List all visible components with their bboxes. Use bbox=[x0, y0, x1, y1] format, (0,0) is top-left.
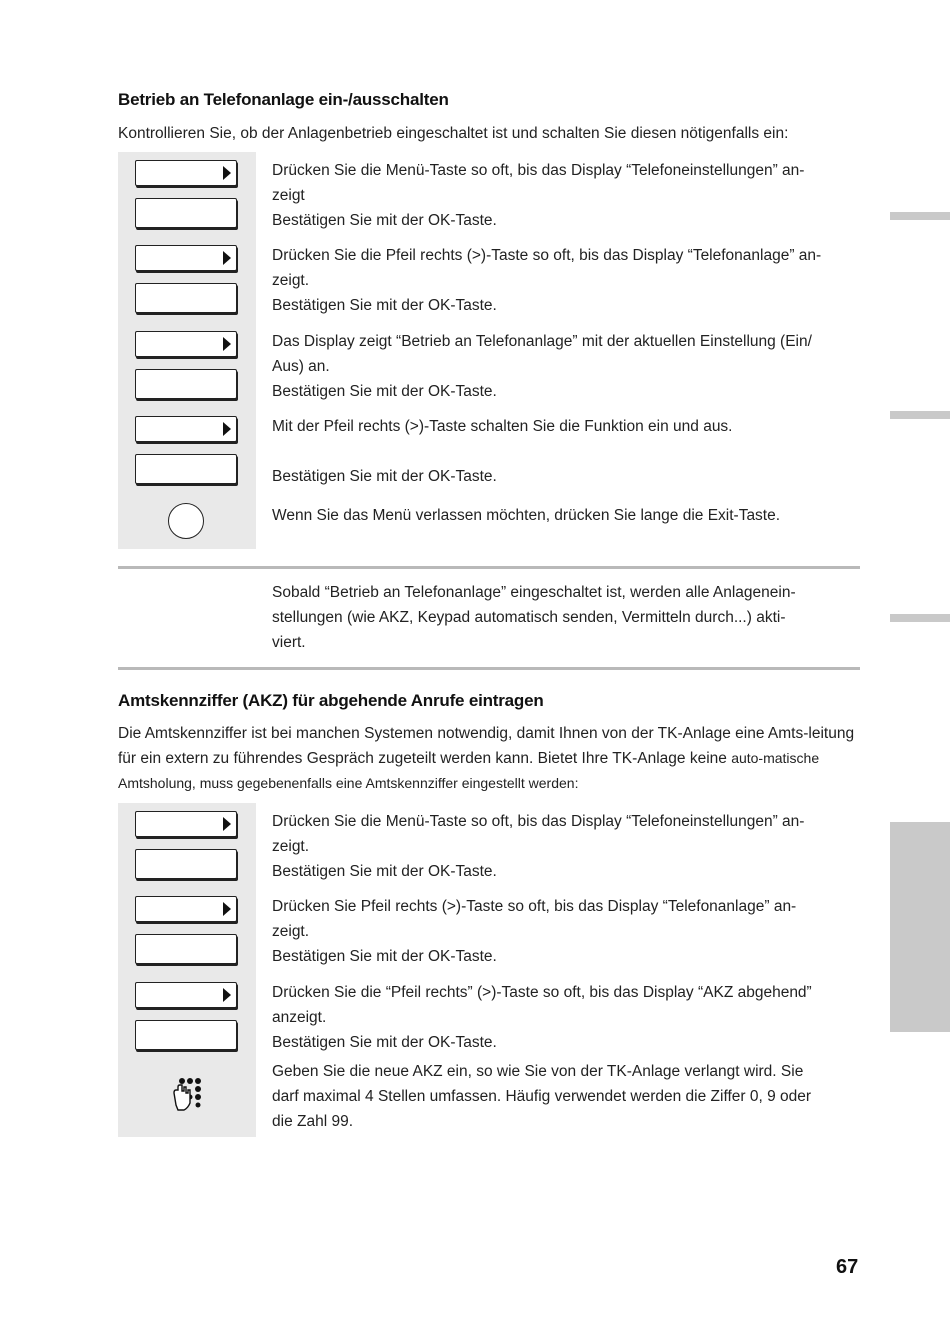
ok-key-icon bbox=[135, 849, 237, 879]
page-number: 67 bbox=[836, 1256, 859, 1278]
exit-key-icon bbox=[168, 503, 204, 539]
step-row bbox=[118, 323, 863, 408]
step-text: Wenn Sie das Menü verlassen möchten, drücken Sie lange die Exit-Taste. bbox=[272, 507, 781, 524]
ok-key-icon bbox=[135, 369, 237, 399]
keypad-icon bbox=[170, 1077, 204, 1111]
divider bbox=[118, 667, 860, 670]
step-row bbox=[118, 888, 863, 974]
ok-key-icon bbox=[135, 934, 237, 964]
section2-steps bbox=[118, 803, 863, 1137]
arrow-right-key-icon bbox=[135, 245, 237, 271]
chapter-tab-active bbox=[890, 822, 950, 1032]
info-note: Sobald “Betrieb an Telefonanlage” eingeschaltet ist, werden alle Anlagenein- stellungen (wie AKZ, Keypad automatisch senden, Vermitteln durch...) akti- viert. bbox=[272, 584, 796, 651]
section1-heading: Betrieb an Telefonanlage ein-/ausschalten bbox=[118, 90, 449, 109]
step-text: Drücken Sie die “Pfeil rechts” (>)-Taste so oft, bis das Display “AKZ abgehend” anzeigt. Bestätigen Sie mit der OK-Taste. bbox=[272, 984, 812, 1051]
step-text: Drücken Sie die Menü-Taste so oft, bis das Display “Telefoneinstellungen” an- zeigt. Bestätigen Sie mit der OK-Taste. bbox=[272, 813, 805, 880]
step-text: Drücken Sie die Menü-Taste so oft, bis das Display “Telefoneinstellungen” an- zeigt Bestätigen Sie mit der OK-Taste. bbox=[272, 162, 805, 229]
section2-heading: Amtskennziffer (AKZ) für abgehende Anrufe eintragen bbox=[118, 691, 544, 710]
ok-key-icon bbox=[135, 454, 237, 484]
step-row bbox=[118, 152, 863, 237]
step-row bbox=[118, 974, 863, 1059]
ok-key-icon bbox=[135, 198, 237, 228]
chapter-tab bbox=[890, 614, 950, 622]
step-text: Drücken Sie die Pfeil rechts (>)-Taste so oft, bis das Display “Telefonanlage” an- zeigt. Bestätigen Sie mit der OK-Taste. bbox=[272, 247, 822, 314]
ok-key-icon bbox=[135, 1020, 237, 1050]
section1-intro: Kontrollieren Sie, ob der Anlagenbetrieb eingeschaltet ist und schalten Sie diesen nötigenfalls ein: bbox=[118, 125, 789, 142]
divider bbox=[118, 566, 860, 569]
section1-steps bbox=[118, 152, 863, 549]
menu-arrow-key-icon bbox=[135, 160, 237, 186]
step-text: Das Display zeigt “Betrieb an Telefonanlage” mit der aktuellen Einstellung (Ein/ Aus) an. Bestätigen Sie mit der OK-Taste. bbox=[272, 333, 812, 400]
step-text: Mit der Pfeil rechts (>)-Taste schalten Sie die Funktion ein und aus. Bestätigen Sie mit der OK-Taste. bbox=[272, 418, 733, 485]
step-row bbox=[118, 408, 863, 493]
step-row bbox=[118, 803, 863, 888]
chapter-tab bbox=[890, 212, 950, 220]
step-row bbox=[118, 1059, 863, 1137]
ok-key-icon bbox=[135, 283, 237, 313]
step-row bbox=[118, 493, 863, 549]
step-text: Drücken Sie Pfeil rechts (>)-Taste so oft, bis das Display “Telefonanlage” an- zeigt. Bestätigen Sie mit der OK-Taste. bbox=[272, 898, 797, 965]
section2-intro bbox=[118, 721, 863, 796]
step-text: Geben Sie die neue AKZ ein, so wie Sie von der TK-Anlage verlangt wird. Sie darf maximal 4 Stellen umfassen. Häufig verwendet werden die Ziffer 0, 9 oder die Zahl 99. bbox=[272, 1063, 812, 1130]
arrow-right-key-icon bbox=[135, 896, 237, 922]
arrow-right-key-icon bbox=[135, 331, 237, 357]
step-row bbox=[118, 237, 863, 323]
arrow-right-key-icon bbox=[135, 416, 237, 442]
section2-intro-small: auto-matische Amtsholung, muss gegebenenfalls eine Amtskennziffer eingestellt werden: bbox=[118, 750, 820, 791]
menu-arrow-key-icon bbox=[135, 811, 237, 837]
section2-intro-main: Die Amtskennziffer ist bei manchen Systemen notwendig, damit Ihnen von der TK-Anlage eine Amts-leitung für ein extern zu führendes Gespräch zugeteilt werden kann. Bietet Ihre TK-Anlage keine bbox=[118, 725, 855, 767]
arrow-right-key-icon bbox=[135, 982, 237, 1008]
chapter-tab bbox=[890, 411, 950, 419]
